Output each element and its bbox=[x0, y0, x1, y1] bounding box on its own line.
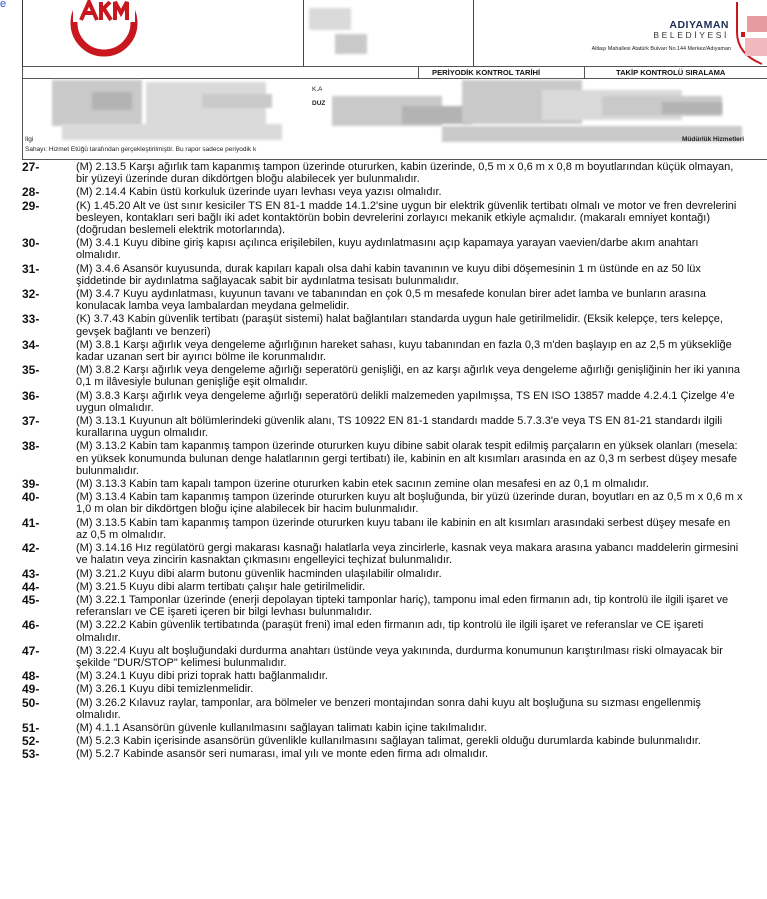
item-number: 38- bbox=[22, 439, 40, 454]
item-number: 35- bbox=[22, 363, 40, 378]
item-number: 34- bbox=[22, 337, 40, 352]
list-item bbox=[0, 440, 767, 477]
form-header bbox=[22, 66, 767, 160]
item-text: (M) 4.1.1 Asansörün güvenle kullanılmasını sağlayan talimatı kabin içine takılmalıdır. bbox=[76, 721, 487, 734]
item-text: (M) 3.24.1 Kuyu dibi prizi toprak hattı bağlanmalıdır. bbox=[76, 670, 328, 683]
item-text: (M) 3.13.5 Kabin tam kapanmış tampon üzerinde otururken kuyu tabanı ile kabinin en alt kısımları arasındaki serbest düşey mesafe en az 0,5 m olmalıdır. bbox=[76, 516, 731, 541]
item-number: 43- bbox=[22, 566, 40, 581]
list-item bbox=[0, 568, 767, 580]
item-number: 41- bbox=[22, 515, 40, 530]
item-text: (M) 2.13.5 Karşı ağırlık tam kapanmış tampon üzerinde otururken, kabin üzerinde, 0,5 m x 0,6 m x 0,8 m boyutlarından küçük olmayan, bir yüzeyi üzerinde duran dikdörtgen bloğu alabilecek yer bulunmalıdır. bbox=[76, 161, 734, 186]
list-item bbox=[0, 581, 767, 593]
list-item bbox=[0, 313, 767, 337]
item-text: (M) 3.4.6 Asansör kuyusunda, durak kapıları kapalı olsa dahi kabin tavanının ve kuyu dibi döşemesinin 1 m üstünde en az 50 lüx şiddetinde bir aydınlatma sağlayacak sabit bir aydınlatma tesisatı bulunmalıdır. bbox=[76, 262, 701, 287]
item-number: 31- bbox=[22, 261, 40, 276]
list-item bbox=[0, 670, 767, 682]
item-number: 46- bbox=[22, 618, 40, 633]
list-item bbox=[0, 542, 767, 566]
municipality-name: ADIYAMAN bbox=[669, 19, 729, 31]
item-number: 33- bbox=[22, 312, 40, 327]
item-text: (M) 3.26.2 Kılavuz raylar, tamponlar, ara bölmeler ve benzeri montajından sonra dahi kuyu alt boşluğuna su sızması engellenmiş olmalıdır. bbox=[76, 696, 701, 721]
list-item bbox=[0, 619, 767, 643]
list-item bbox=[0, 186, 767, 198]
item-number: 39- bbox=[22, 477, 40, 492]
item-text: (M) 3.13.3 Kabin tam kapalı tampon üzerine otururken kabin etek sacının zemine olan mesafesi en az 0,1 m olmalıdır. bbox=[76, 478, 649, 491]
item-number: 29- bbox=[22, 198, 40, 213]
item-text: (M) 3.13.2 Kabin tam kapanmış tampon üzerinde otururken kuyu dibine sabit olarak tespit edilmiş parçaların en yüksek olanları (mesela: en yüksek konumunda bulunan denge halatlarının gergi tertibatı) ile, kabinin en alt kısımları arasında en az 0,3 m serbest düşey mesafe bulunmalıdır. bbox=[76, 440, 738, 477]
item-text: (M) 3.22.4 Kuyu alt boşluğundaki durdurma anahtarı üstünde veya yakınında, durdurma konumunun karıştırılması riski olmayacak bir şekilde "DUR/STOP" kelimesi bulunmalıdır. bbox=[76, 644, 723, 669]
municipality-seal bbox=[731, 2, 767, 66]
letterhead bbox=[22, 0, 767, 67]
item-number: 32- bbox=[22, 287, 40, 302]
header-partial-label-1: K.A bbox=[312, 86, 323, 93]
list-item bbox=[0, 735, 767, 747]
municipality-address: Alitaşı Mahallesi Atatürk Bulvarı No.144 Merkez/Adıyaman bbox=[591, 46, 731, 52]
item-number: 50- bbox=[22, 695, 40, 710]
item-number: 49- bbox=[22, 682, 40, 697]
item-text: (M) 5.2.7 Kabinde asansör seri numarası, imal yılı ve monte eden firma adı olmalıdır. bbox=[76, 748, 489, 761]
list-item bbox=[0, 161, 767, 185]
header-bottom-left: İlgi bbox=[25, 136, 34, 143]
item-number: 37- bbox=[22, 414, 40, 429]
header-bottom-right: Müdürlük Hizmetleri bbox=[682, 136, 745, 143]
company-logo bbox=[67, 0, 141, 60]
item-text: (M) 3.8.1 Karşı ağırlık veya dengeleme ağırlığının hareket sahası, kuyu tabanından en fazla 0,3 m'den başlayıp en az 2,5 m yüksekliğe kadar uzanan sert bir ayırıcı bölme ile korunmalıdır. bbox=[76, 338, 732, 364]
item-number: 42- bbox=[22, 541, 40, 556]
header-partial-label-2: DÜZ bbox=[312, 100, 326, 107]
periodic-control-date-label: PERİYODİK KONTROL TARİHİ bbox=[432, 68, 541, 77]
list-item bbox=[0, 722, 767, 734]
municipality-subtitle: BELEDİYESİ bbox=[653, 30, 729, 40]
item-text: (K) 1.45.20 Alt ve üst sınır kesiciler TS EN 81-1 madde 14.1.2'sine uygun bir elektrik güvenlik tertibatı olmalı ve motor ve fren devrelerini besleyen, kontakları seri bağlı iki adet kontaktörün bobin devrelerini zorlayıcı mekanik etkiyle açmalıdır. (makaralı emniyet kontağı) (doğrudan beslemeli elektrik motorlarında). bbox=[76, 199, 737, 237]
tracking-label: TAKİP KONTROLÜ SIRALAMA bbox=[616, 68, 726, 77]
item-number: 52- bbox=[22, 734, 40, 749]
item-text: (M) 3.8.3 Karşı ağırlık veya dengeleme ağırlığı seperatörü delikli malzemeden yapılmışsa, TS EN ISO 13857 madde 4.2.4.1 Çizelge 4'e uygun olmalıdır. bbox=[76, 389, 735, 414]
list-item bbox=[0, 478, 767, 490]
edge-glyph: e bbox=[0, 0, 7, 10]
item-number: 40- bbox=[22, 490, 40, 505]
item-text: (M) 3.4.1 Kuyu dibine giriş kapısı açılınca erişilebilen, kuyu aydınlatmasını açıp kapamaya yarayan vaevien/darbe akım anahtarı olmalıdır. bbox=[76, 237, 699, 262]
item-text: (M) 3.22.2 Kabin güvenlik tertibatında (paraşüt freni) imal eden firmanın adı, tip kontrolü ile ilgili işaret ve referanslar ve CE işareti olmalıdır. bbox=[76, 619, 704, 644]
item-number: 27- bbox=[22, 160, 40, 174]
list-item bbox=[0, 237, 767, 261]
list-item bbox=[0, 200, 767, 237]
item-text: (M) 3.8.2 Karşı ağırlık veya dengeleme ağırlığı seperatörü genişliği, en az karşı ağırlık veya dengeleme ağırlığı genişliğinin her iki yanına 0,1 m ilâvesiyle bulunan genişliğe eşit olmalıdır. bbox=[76, 364, 741, 389]
list-item bbox=[0, 288, 767, 312]
list-item bbox=[0, 594, 767, 618]
item-text: (M) 3.14.16 Hız regülatörü gergi makarası kasnağı halatlarla veya zincirlerle, kasnak veya makara arasına yabancı maddelerin girmesini ve halatın veya zincirin kasnaktan çıkmasını engelleyici teçhizat bulunmalıdır. bbox=[76, 542, 739, 567]
item-text: (M) 5.2.3 Kabin içerisinde asansörün güvenlikle kullanılmasını sağlayan talimat, gerekli olduğu durumlarda kabinde bulunmalıdır. bbox=[76, 735, 701, 748]
item-number: 51- bbox=[22, 720, 40, 735]
item-text: (M) 3.21.2 Kuyu dibi alarm butonu güvenlik hacminden ulaşılabilir olmalıdır. bbox=[76, 567, 442, 580]
list-item bbox=[0, 415, 767, 439]
item-text: (M) 3.13.1 Kuyunun alt bölümlerindeki güvenlik alanı, TS 10922 EN 81-1 standardı madde 5.7.3.3'e veya TS EN 81-21 standardı ilgili kurallarına uygun olmalıdır. bbox=[76, 415, 723, 440]
header-bottom-line: Sahayı: Hizmet Etüğü tarafından gerçekleştirilmiştir. Bu rapor sadece periyodik k bbox=[25, 146, 257, 153]
item-text: (M) 2.14.4 Kabin üstü korkuluk üzerinde uyarı levhası veya yazısı olmalıdır. bbox=[76, 186, 442, 199]
item-text: (M) 3.4.7 Kuyu aydınlatması, kuyunun tavanı ve tabanından en çok 0,5 m mesafede konulan birer adet lamba ve bunların arasına konulacak lamba veya lambalardan meydana gelmelidir. bbox=[76, 288, 706, 313]
item-number: 47- bbox=[22, 643, 40, 658]
item-number: 45- bbox=[22, 592, 40, 607]
item-text: (K) 3.7.43 Kabin güvenlik tertibatı (paraşüt sistemi) halat bağlantıları standarda uygun hale getirilmelidir. (Eksik kelepçe, ters kelepçe, gevşek bağlantı ve benzeri) bbox=[76, 313, 723, 338]
list-item bbox=[0, 748, 767, 760]
item-number: 48- bbox=[22, 669, 40, 684]
item-text: (M) 3.26.1 Kuyu dibi temizlenmelidir. bbox=[76, 683, 254, 696]
item-number: 44- bbox=[22, 579, 40, 594]
item-text: (M) 3.13.4 Kabin tam kapanmış tampon üzerinde otururken kuyu alt boşluğunda, bir yüzü üzerinde duran, boyutları en az 0,5 m x 0,6 m x 1,0 m olan bir dikdörtgen bloğu içine alabilecek bir hacim bulunmalıdır. bbox=[76, 491, 743, 516]
list-item bbox=[0, 390, 767, 414]
requirements-list bbox=[0, 161, 767, 762]
list-item bbox=[0, 683, 767, 695]
item-text: (M) 3.22.1 Tamponlar üzerinde (enerji depolayan tipteki tamponlar hariç), tamponu imal eden firmanın adı, tip kontrolü ile ilgili işaret ve referansları ve CE işareti içeren bir bilgi levhası bulunmalıdır. bbox=[76, 593, 729, 619]
item-number: 53- bbox=[22, 747, 40, 762]
list-item bbox=[0, 339, 767, 363]
item-number: 36- bbox=[22, 388, 40, 403]
list-item bbox=[0, 517, 767, 541]
list-item bbox=[0, 697, 767, 721]
item-text: (M) 3.21.5 Kuyu dibi alarm tertibatı çalışır hale getirilmelidir. bbox=[76, 580, 366, 593]
list-item bbox=[0, 645, 767, 669]
item-number: 30- bbox=[22, 236, 40, 251]
list-item bbox=[0, 364, 767, 388]
list-item bbox=[0, 263, 767, 287]
item-number: 28- bbox=[22, 185, 40, 200]
list-item bbox=[0, 491, 767, 515]
